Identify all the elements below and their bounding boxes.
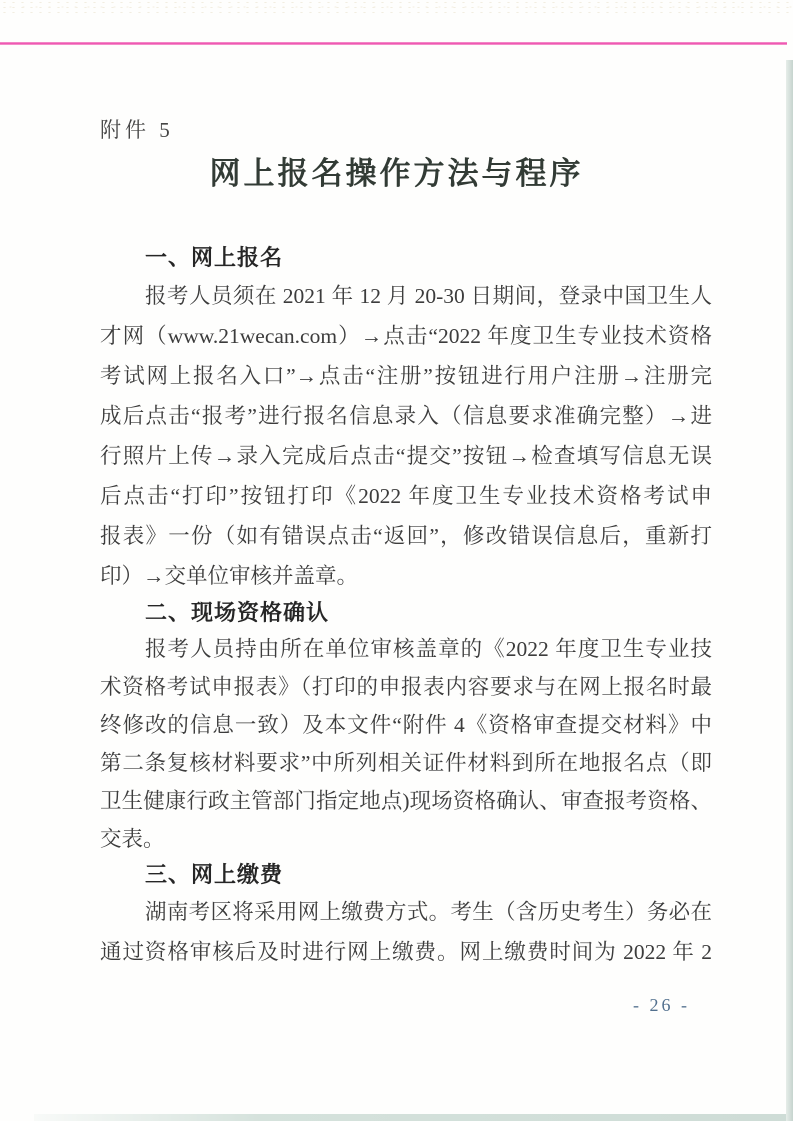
text-line: 第二条复核材料要求”中所列相关证件材料到所在地报名点（即 [100, 751, 712, 775]
document-body [100, 240, 712, 972]
text-line: 报考人员须在 2021 年 12 月 20-30 日期间，登录中国卫生人 [145, 284, 712, 308]
text-line: 卫生健康行政主管部门指定地点)现场资格确认、审查报考资格、 [100, 789, 712, 813]
text-line: 术资格考试申报表》（打印的申报表内容要求与在网上报名时最 [100, 675, 712, 699]
text-line: 印）→交单位审核并盖章。 [100, 564, 359, 588]
paragraph [100, 630, 712, 858]
section-heading: 一、网上报名 [145, 245, 284, 270]
right-edge-scan-band [786, 60, 793, 1121]
section [100, 240, 712, 596]
bottom-edge-scan-band [34, 1114, 786, 1121]
text-line: 后点击“打印”按钮打印《2022 年度卫生专业技术资格考试申 [100, 484, 712, 508]
section-heading: 二、现场资格确认 [145, 600, 330, 625]
section [100, 596, 712, 858]
attachment-label: 附件 5 [100, 118, 174, 142]
text-line: 才网（www.21wecan.com）→点击“2022 年度卫生专业技术资格 [100, 324, 712, 348]
text-line: 交表。 [100, 827, 165, 851]
section-heading: 三、网上缴费 [145, 862, 284, 887]
text-line: 行照片上传→录入完成后点击“提交”按钮→检查填写信息无误 [100, 444, 712, 468]
text-line: 报考人员持由所在单位审核盖章的《2022 年度卫生专业技 [145, 637, 712, 661]
paragraph [100, 276, 712, 596]
text-line: 终修改的信息一致）及本文件“附件 4《资格审查提交材料》中 [100, 713, 712, 737]
page-number: - 26 - [633, 995, 690, 1015]
text-line: 湖南考区将采用网上缴费方式。考生（含历史考生）务必在 [145, 900, 712, 924]
text-line: 考试网上报名入口”→点击“注册”按钮进行用户注册→注册完 [100, 364, 712, 388]
text-line: 成后点击“报考”进行报名信息录入（信息要求准确完整）→进 [100, 404, 712, 428]
scan-noise-strip [0, 0, 793, 14]
section [100, 858, 712, 972]
document-title: 网上报名操作方法与程序 [209, 156, 584, 191]
header-pink-line [0, 42, 787, 45]
text-line: 通过资格审核后及时进行网上缴费。网上缴费时间为 2022 年 2 [100, 940, 712, 964]
paragraph [100, 892, 712, 972]
text-line: 报表》一份（如有错误点击“返回”，修改错误信息后，重新打 [100, 524, 712, 548]
